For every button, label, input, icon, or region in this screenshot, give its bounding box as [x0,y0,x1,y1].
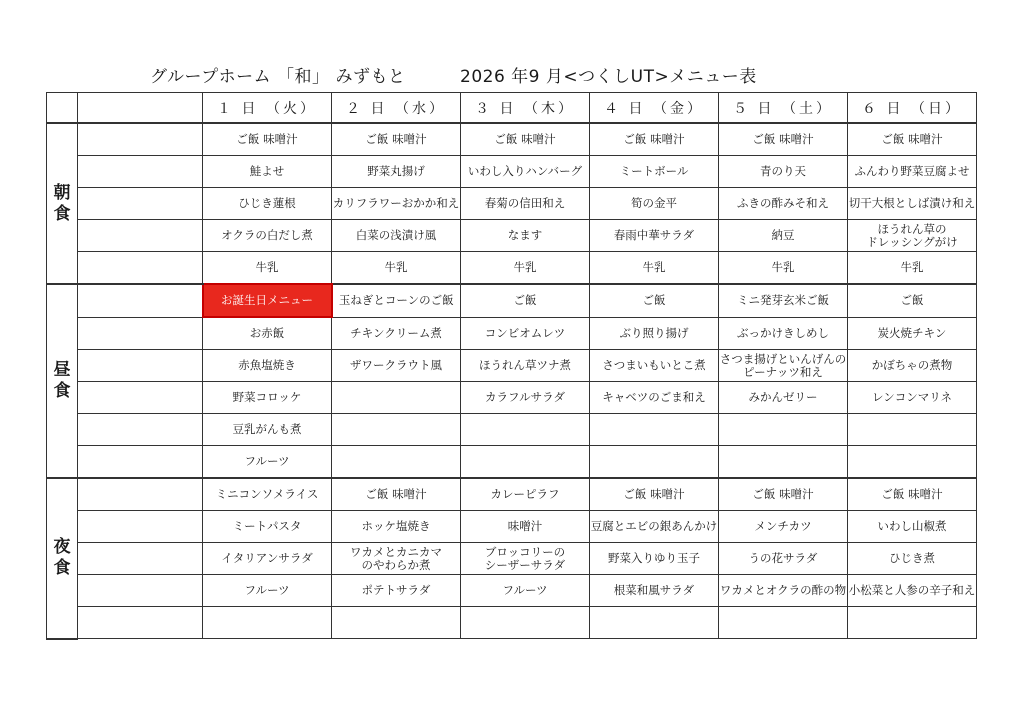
menu-cell: キャベツのごま和え [590,382,719,414]
menu-cell: かぼちゃの煮物 [848,350,977,382]
menu-cell: フルーツ [203,446,332,479]
menu-cell: ワカメとオクラの酢の物 [719,575,848,607]
menu-cell: みかんゼリー [719,382,848,414]
menu-cell: 牛乳 [461,252,590,285]
notes-cell [78,382,203,414]
meal-label [47,284,78,478]
menu-row [47,607,977,639]
menu-cell: ご飯 味噌汁 [203,123,332,156]
menu-row [47,414,977,446]
menu-cell [590,446,719,479]
day-header: ５ 日 （土） [719,93,848,124]
menu-cell: ホッケ塩焼き [332,511,461,543]
notes-cell [78,446,203,479]
menu-cell: ワカメとカニカマ のやわらか煮 [332,543,461,575]
page-title [150,62,757,88]
menu-cell: ご飯 味噌汁 [332,478,461,511]
menu-cell: なます [461,220,590,252]
menu-cell: ほうれん草の ドレッシングがけ [848,220,977,252]
menu-row [47,220,977,252]
menu-cell [332,607,461,639]
menu-cell: レンコンマリネ [848,382,977,414]
notes-cell [78,188,203,220]
menu-cell: フルーツ [203,575,332,607]
menu-cell: フルーツ [461,575,590,607]
menu-cell: イタリアンサラダ [203,543,332,575]
menu-cell: カレーピラフ [461,478,590,511]
notes-cell [78,123,203,156]
day-header-row [47,93,977,124]
notes-cell [78,317,203,350]
menu-cell: ミートパスタ [203,511,332,543]
menu-cell: オクラの白だし煮 [203,220,332,252]
menu-cell: 赤魚塩焼き [203,350,332,382]
menu-cell [461,446,590,479]
menu-cell: 味噌汁 [461,511,590,543]
menu-cell: ザワークラウト風 [332,350,461,382]
menu-cell: ご飯 味噌汁 [719,123,848,156]
menu-cell: ご飯 [590,284,719,317]
day-header: ４ 日 （金） [590,93,719,124]
day-header: １ 日 （火） [203,93,332,124]
menu-cell: いわし山椒煮 [848,511,977,543]
menu-cell: ミートボール [590,156,719,188]
notes-cell [78,156,203,188]
menu-cell: 豆乳がんも煮 [203,414,332,446]
menu-row [47,478,977,511]
notes-cell [78,350,203,382]
notes-cell [78,607,203,639]
menu-cell [590,607,719,639]
menu-cell: ご飯 味噌汁 [848,478,977,511]
menu-row [47,350,977,382]
notes-cell [78,543,203,575]
menu-cell [719,446,848,479]
menu-cell: 豆腐とエビの銀あんかけ [590,511,719,543]
menu-cell: 切干大根としば漬け和え [848,188,977,220]
menu-cell: 根菜和風サラダ [590,575,719,607]
menu-cell [848,607,977,639]
menu-row [47,543,977,575]
menu-cell: ポテトサラダ [332,575,461,607]
menu-row [47,511,977,543]
menu-table [46,92,977,640]
menu-cell: お赤飯 [203,317,332,350]
menu-cell: 小松菜と人参の辛子和え [848,575,977,607]
menu-row [47,252,977,285]
menu-body [47,123,977,639]
menu-cell: 白菜の浅漬け風 [332,220,461,252]
menu-cell: さつまいもいとこ煮 [590,350,719,382]
menu-cell: 牛乳 [848,252,977,285]
meal-label [47,123,78,284]
menu-cell: ぶり照り揚げ [590,317,719,350]
menu-cell: ご飯 味噌汁 [590,123,719,156]
menu-cell: 牛乳 [332,252,461,285]
day-header: ６ 日 （日） [848,93,977,124]
menu-row [47,123,977,156]
notes-header-cell [78,93,203,124]
menu-cell: いわし入りハンバーグ [461,156,590,188]
menu-row [47,188,977,220]
menu-cell: ブロッコリーの シーザーサラダ [461,543,590,575]
menu-cell [848,446,977,479]
menu-cell: うの花サラダ [719,543,848,575]
menu-cell: ご飯 味噌汁 [848,123,977,156]
menu-cell [332,382,461,414]
corner-cell [47,93,78,124]
menu-cell: ご飯 味噌汁 [719,478,848,511]
menu-cell: ご飯 [461,284,590,317]
notes-cell [78,252,203,285]
menu-cell: 納豆 [719,220,848,252]
birthday-menu-cell: お誕生日メニュー [203,284,332,317]
menu-cell: ご飯 [848,284,977,317]
day-header: ２ 日 （水） [332,93,461,124]
menu-cell: ミニ発芽玄米ご飯 [719,284,848,317]
menu-cell: ご飯 味噌汁 [590,478,719,511]
menu-cell [203,607,332,639]
menu-cell [461,414,590,446]
menu-cell [332,414,461,446]
menu-cell [719,414,848,446]
menu-cell [719,607,848,639]
menu-cell: チキンクリーム煮 [332,317,461,350]
menu-row [47,317,977,350]
menu-cell: メンチカツ [719,511,848,543]
menu-cell: ぶっかけきしめし [719,317,848,350]
menu-cell: ひじき煮 [848,543,977,575]
menu-row [47,446,977,479]
menu-cell [461,607,590,639]
menu-row [47,382,977,414]
menu-cell: コンビオムレツ [461,317,590,350]
menu-cell [848,414,977,446]
menu-cell: カリフラワーおかか和え [332,188,461,220]
menu-cell: ほうれん草ツナ煮 [461,350,590,382]
day-header: ３ 日 （木） [461,93,590,124]
menu-cell: 牛乳 [203,252,332,285]
menu-cell: 青のり天 [719,156,848,188]
meal-label-text: 昼食 [53,360,71,401]
notes-cell [78,511,203,543]
menu-cell: 炭火焼チキン [848,317,977,350]
menu-cell [590,414,719,446]
menu-cell: 玉ねぎとコーンのご飯 [332,284,461,317]
menu-cell: カラフルサラダ [461,382,590,414]
menu-row [47,284,977,317]
notes-cell [78,220,203,252]
meal-label-text: 夜食 [53,537,71,579]
menu-cell: 野菜入りゆり玉子 [590,543,719,575]
menu-cell: 筍の金平 [590,188,719,220]
menu-cell: 春菊の信田和え [461,188,590,220]
notes-cell [78,414,203,446]
notes-cell [78,575,203,607]
menu-cell: ふんわり野菜豆腐よせ [848,156,977,188]
menu-row [47,575,977,607]
menu-cell: 野菜丸揚げ [332,156,461,188]
menu-cell: ふきの酢みそ和え [719,188,848,220]
menu-title: 2026 年9 月<つくしUT>メニュー表 [460,67,757,87]
menu-cell: ミニコンソメライス [203,478,332,511]
menu-cell: ひじき蓮根 [203,188,332,220]
menu-cell: 牛乳 [590,252,719,285]
notes-cell [78,478,203,511]
menu-cell: さつま揚げといんげんの ピーナッツ和え [719,350,848,382]
menu-cell: 牛乳 [719,252,848,285]
menu-cell: ご飯 味噌汁 [461,123,590,156]
notes-cell [78,284,203,317]
menu-row [47,156,977,188]
menu-cell: 鮭よせ [203,156,332,188]
menu-cell: 春雨中華サラダ [590,220,719,252]
meal-label [47,478,78,639]
meal-label-text: 朝食 [53,182,71,224]
menu-cell [332,446,461,479]
menu-cell: 野菜コロッケ [203,382,332,414]
menu-cell: ご飯 味噌汁 [332,123,461,156]
facility-name: グループホーム 「和」 みずもと [150,67,406,87]
